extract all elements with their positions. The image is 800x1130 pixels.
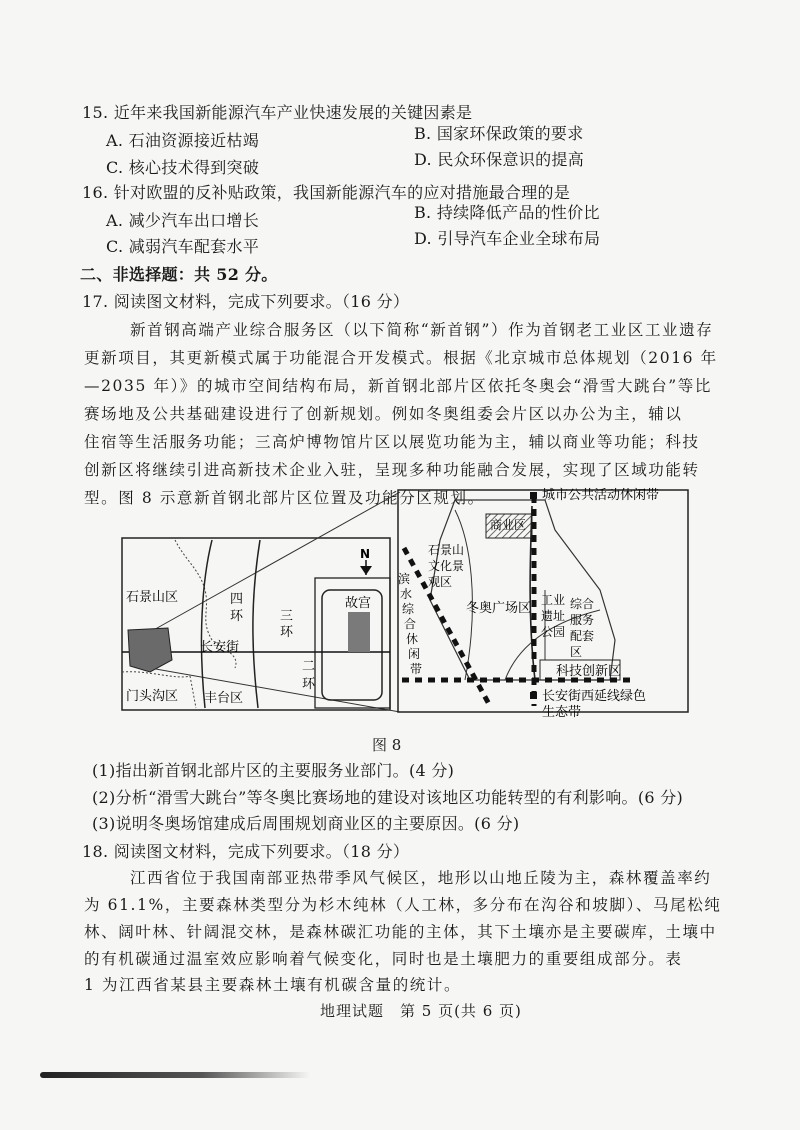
q16-option-b: B. 持续降低产品的性价比 [414, 203, 600, 222]
q18-para-line: 1 为江西省某县主要森林土壤有机碳含量的统计。 [84, 976, 462, 994]
q18-para-line: 江西省位于我国南部亚热带季风气候区，地形以山地丘陵为主，森林覆盖率约 [130, 869, 712, 887]
label-changan: 长安街 [200, 640, 240, 655]
label-public-belt: 城市公共活动休闲带 [542, 488, 660, 503]
label-ring3-a: 三 [280, 609, 294, 624]
label-mentougou: 门头沟区 [126, 689, 179, 704]
label-river-3: 综 [402, 602, 415, 616]
q18-para-line: 的有机碳通过温室效应影响着气候变化，同时也是土壤肥力的重要组成部分。表 [84, 950, 683, 968]
label-service-2: 服务 [570, 613, 595, 627]
shougang-area [128, 628, 172, 672]
label-winter-plaza: 冬奥广场区 [466, 601, 532, 616]
label-north: N [360, 547, 371, 561]
fourth-ring-road [201, 540, 212, 708]
q18-stem: 18. 阅读图文材料，完成下列要求。（18 分） [82, 842, 410, 861]
q17-stem: 17. 阅读图文材料，完成下列要求。（16 分） [82, 292, 410, 311]
q17-para-line: 赛场地及公共基础建设进行了创新规划。例如冬奥组委会片区以办公为主，辅以 [84, 405, 683, 423]
page-footer: 地理试题 第 5 页(共 6 页) [320, 1002, 522, 1020]
inset-connector-top [150, 492, 400, 632]
label-ring2-b: 环 [302, 677, 316, 692]
q18-para-line: 林、阔叶林、针阔混交林，是森林碳汇功能的主体，其下土壤亦是主要碳库，土壤中 [84, 923, 717, 941]
label-river-6: 闲 [408, 647, 421, 661]
legend-marker [530, 492, 537, 499]
q17-para-line: 更新项目，其更新模式属于功能混合开发模式。根据《北京城市总体规划（2016 年 [84, 349, 718, 367]
q16-option-c: C. 减弱汽车配套水平 [106, 237, 260, 256]
q17-para-line: —2035 年）》的城市空间结构布局，新首钢北部片区依托冬奥会“滑雪大跳台”等比 [84, 377, 712, 395]
label-service-3: 配套 [570, 629, 595, 643]
q18-para-line: 为 61.1%，主要森林类型分为杉木纯林（人工林，多分布在沟谷和坡脚）、马尾松纯 [84, 896, 722, 914]
label-industrial-2: 遗址 [541, 609, 566, 623]
label-ring4-b: 环 [230, 609, 244, 624]
label-service-1: 综合 [570, 597, 595, 611]
q15-option-a: A. 石油资源接近枯竭 [106, 131, 260, 150]
label-river-2: 水 [400, 587, 413, 601]
section-header: 二、非选择题：共 52 分。 [80, 265, 278, 284]
q17-para-line: 住宿等生活服务功能；三高炉博物馆片区以展览功能为主，辅以商业等功能；科技 [84, 433, 700, 451]
label-ring2-a: 二 [302, 659, 316, 674]
figure-caption: 图 8 [372, 736, 402, 754]
q17-para-line: 型。图 8 示意新首钢北部片区位置及功能分区规划。 [84, 489, 485, 507]
label-green-belt-2: 生态带 [542, 705, 582, 720]
label-industrial-1: 工业 [541, 593, 566, 607]
label-scenic-2: 文化景 [428, 559, 465, 573]
label-river-5: 休 [406, 632, 419, 646]
q15-option-d: D. 民众环保意识的提高 [414, 150, 585, 169]
q17-sub-1: (1)指出新首钢北部片区的主要服务业部门。(4 分) [92, 761, 455, 780]
q16-stem: 16. 针对欧盟的反补贴政策，我国新能源汽车的应对措施最合理的是 [82, 183, 571, 202]
label-scenic-1: 石景山 [428, 543, 465, 557]
label-ring4-a: 四 [230, 592, 244, 607]
legend-marker [530, 692, 537, 699]
label-fengtai: 丰台区 [204, 691, 244, 706]
label-gugong: 故宫 [345, 596, 372, 611]
forbidden-city-block [348, 612, 370, 652]
q17-sub-2: (2)分析“滑雪大跳台”等冬奥比赛场地的建设对该地区功能转型的有利影响。(6 分) [92, 788, 684, 807]
district-boundary [190, 676, 196, 708]
third-ring-road [253, 540, 260, 708]
q15-option-c: C. 核心技术得到突破 [106, 158, 260, 177]
q15-stem: 15. 近年来我国新能源汽车产业快速发展的关键因素是 [82, 103, 473, 122]
q15-option-b: B. 国家环保政策的要求 [414, 124, 584, 143]
q17-para-line: 创新区将继续引进高新技术企业入驻，呈现多种功能融合发展，实现了区域功能转 [84, 461, 700, 479]
label-service-4: 区 [570, 645, 583, 659]
label-river-4: 合 [404, 617, 417, 631]
inset-connector-bottom [150, 668, 400, 712]
q16-option-a: A. 减少汽车出口增长 [106, 211, 260, 230]
q17-sub-3: (3)说明冬奥场馆建成后周围规划商业区的主要原因。(6 分) [92, 814, 520, 833]
q17-para-line: 新首钢高端产业综合服务区（以下简称“新首钢”）作为首钢老工业区工业遗存 [130, 321, 714, 339]
label-scenic-3: 观区 [428, 575, 453, 589]
district-boundary [122, 672, 190, 677]
scan-smudge [40, 1072, 310, 1078]
label-shijingshan: 石景山区 [126, 590, 179, 605]
label-tech-area: 科技创新区 [556, 664, 622, 679]
label-green-belt-1: 长安街西延线绿色 [542, 689, 647, 704]
label-ring3-b: 环 [280, 625, 294, 640]
label-commercial: 商业区 [490, 518, 527, 532]
label-river-7: 带 [410, 662, 423, 676]
label-industrial-3: 公园 [541, 625, 566, 639]
label-river-1: 滨 [398, 572, 411, 586]
north-arrow-head [360, 566, 372, 575]
q16-option-d: D. 引导汽车企业全球布局 [414, 229, 601, 248]
